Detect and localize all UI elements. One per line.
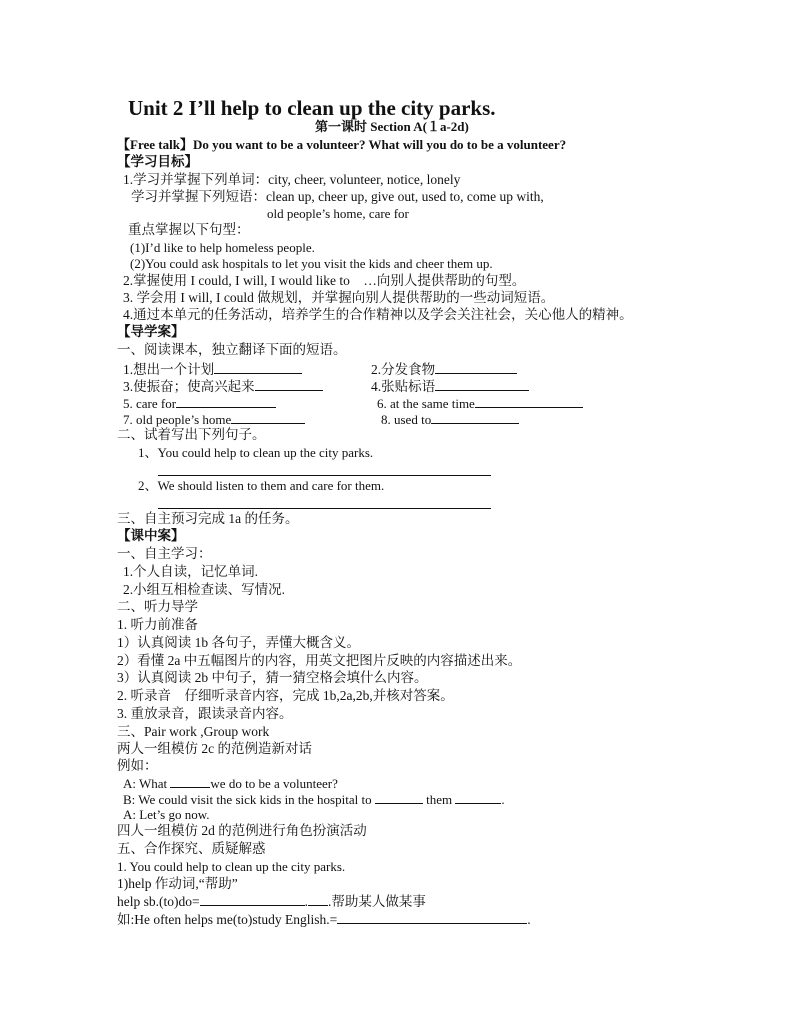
answer-blank[interactable]: [435, 378, 529, 391]
free-talk-text: Do you want to be a volunteer? What will you do to be a volunteer?: [192, 137, 567, 152]
phrase-item-label: 2.分发食物: [371, 362, 436, 377]
class-text: help sb.(to)do=: [117, 894, 200, 909]
answer-blank[interactable]: [337, 911, 527, 924]
class-section-1: 一、自主学习：: [117, 546, 212, 561]
phrase-item: [381, 411, 519, 428]
answer-blank[interactable]: [214, 361, 302, 374]
class-line: 例如：: [117, 758, 158, 773]
class-line: 1. 听力前准备: [117, 617, 198, 632]
class-section-3: 三、Pair work ,Group work: [117, 724, 270, 739]
class-heading: 【课中案】: [117, 528, 185, 543]
answer-blank[interactable]: [435, 361, 517, 374]
answer-blank[interactable]: [308, 893, 328, 906]
phrase-item: [123, 395, 276, 412]
free-talk-label: 【Free talk】: [117, 137, 193, 152]
dialogue-text: them: [422, 792, 456, 807]
class-section-5: 五、合作探究、质疑解惑: [117, 841, 266, 856]
phrase-item-label: 4.张贴标语: [371, 379, 436, 394]
phrase-item: [123, 378, 323, 395]
dialogue-line: A: Let’s go now.: [123, 807, 210, 822]
class-line: [117, 911, 531, 928]
phrase-item-label: 1.想出一个计划: [123, 362, 215, 377]
phrase-item-label: 8. used to: [381, 412, 432, 427]
dialogue-line: [123, 791, 505, 808]
answer-line[interactable]: [158, 508, 491, 509]
answer-blank[interactable]: [375, 791, 423, 804]
dialogue-text: B: We could visit the sick kids in the hospital to: [123, 792, 375, 807]
phrase-item-label: 3.使振奋；使高兴起来: [123, 379, 255, 394]
class-line: 2）看懂 2a 中五幅图片的内容，用英文把图片反映的内容描述出来。: [117, 653, 522, 668]
answer-blank[interactable]: [431, 411, 519, 424]
guide-section-2: 二、试着写出下列句子。: [117, 427, 266, 442]
goals-heading: 【学习目标】: [117, 154, 198, 169]
dialogue-line: [123, 775, 338, 792]
class-line: 1)help 作动词,“帮助”: [117, 876, 238, 891]
guide-section-1: 一、阅读课本，独立翻译下面的短语。: [117, 342, 347, 357]
dialogue-text: we do to be a volunteer?: [210, 776, 338, 791]
class-line: 3. 重放录音，跟读录音内容。: [117, 706, 293, 721]
answer-blank[interactable]: [475, 395, 583, 408]
lesson-subtitle: 第一课时 Section A(１a-2d): [315, 119, 469, 134]
answer-blank[interactable]: [200, 893, 305, 906]
goals-line-7: 2.掌握使用 I could, I will, I would like to …向别人提供帮助的句型。: [123, 273, 526, 288]
answer-line[interactable]: [158, 475, 491, 476]
dialogue-text: .: [501, 792, 505, 807]
guide-section-3: 三、自主预习完成 1a 的任务。: [117, 511, 299, 526]
class-line: 2. 听录音 仔细听录音内容，完成 1b,2a,2b,并核对答案。: [117, 688, 454, 703]
class-line: 2.小组互相检查读、写情况.: [123, 582, 285, 597]
class-text: 如:He often helps me(to)study English.=: [117, 912, 338, 927]
guide-heading: 【导学案】: [117, 324, 185, 339]
class-line: 四人一组模仿 2d 的范例进行角色扮演活动: [117, 823, 367, 838]
class-line: 3）认真阅读 2b 中句子，猜一猜空格会填什么内容。: [117, 670, 428, 685]
goals-line-4: 重点掌握以下句型：: [128, 222, 250, 237]
free-talk-line: [117, 137, 566, 153]
class-line: [117, 893, 426, 910]
class-text: .: [304, 894, 308, 909]
answer-blank[interactable]: [170, 775, 210, 788]
goals-line-3: old people’s home, care for: [267, 206, 409, 221]
answer-blank[interactable]: [231, 411, 305, 424]
answer-blank[interactable]: [176, 395, 276, 408]
phrase-item: [371, 378, 529, 395]
dialogue-text: A: What: [123, 776, 171, 791]
phrase-item-label: 7. old people’s home: [123, 412, 232, 427]
page-title: Unit 2 I’ll help to clean up the city parks.: [128, 96, 496, 120]
class-line: 两人一组模仿 2c 的范例造新对话: [117, 741, 312, 756]
sentence-1: 1、You could help to clean up the city parks.: [138, 445, 374, 460]
answer-blank[interactable]: [455, 791, 501, 804]
goals-line-5: (1)I’d like to help homeless people.: [130, 240, 315, 255]
class-text: .: [527, 912, 531, 927]
goals-line-6: (2)You could ask hospitals to let you visit the kids and cheer them up.: [130, 256, 493, 271]
goals-line-9: 4.通过本单元的任务活动，培养学生的合作精神以及学会关注社会，关心他人的精神。: [123, 307, 633, 322]
phrase-item-label: 5. care for: [123, 396, 177, 411]
goals-line-2: 学习并掌握下列短语：clean up, cheer up, give out, used to, come up with,: [131, 189, 544, 204]
class-line: 1.个人自读，记忆单词.: [123, 564, 258, 579]
class-section-2: 二、听力导学: [117, 599, 198, 614]
phrase-item: [123, 411, 305, 428]
class-line: 1）认真阅读 1b 各句子，弄懂大概含义。: [117, 635, 360, 650]
class-text: .帮助某人做某事: [327, 894, 426, 909]
phrase-item: [377, 395, 583, 412]
phrase-item: [123, 361, 302, 378]
answer-blank[interactable]: [255, 378, 323, 391]
goals-line-8: 3. 学会用 I will, I could 做规划，并掌握向别人提供帮助的一些动词短语。: [123, 290, 555, 305]
sentence-2: 2、We should listen to them and care for them.: [138, 478, 385, 493]
phrase-item: [371, 361, 517, 378]
phrase-item-label: 6. at the same time: [377, 396, 475, 411]
class-line: 1. You could help to clean up the city parks.: [117, 859, 346, 874]
goals-line-1: 1.学习并掌握下列单词：city, cheer, volunteer, notice, lonely: [123, 172, 461, 187]
